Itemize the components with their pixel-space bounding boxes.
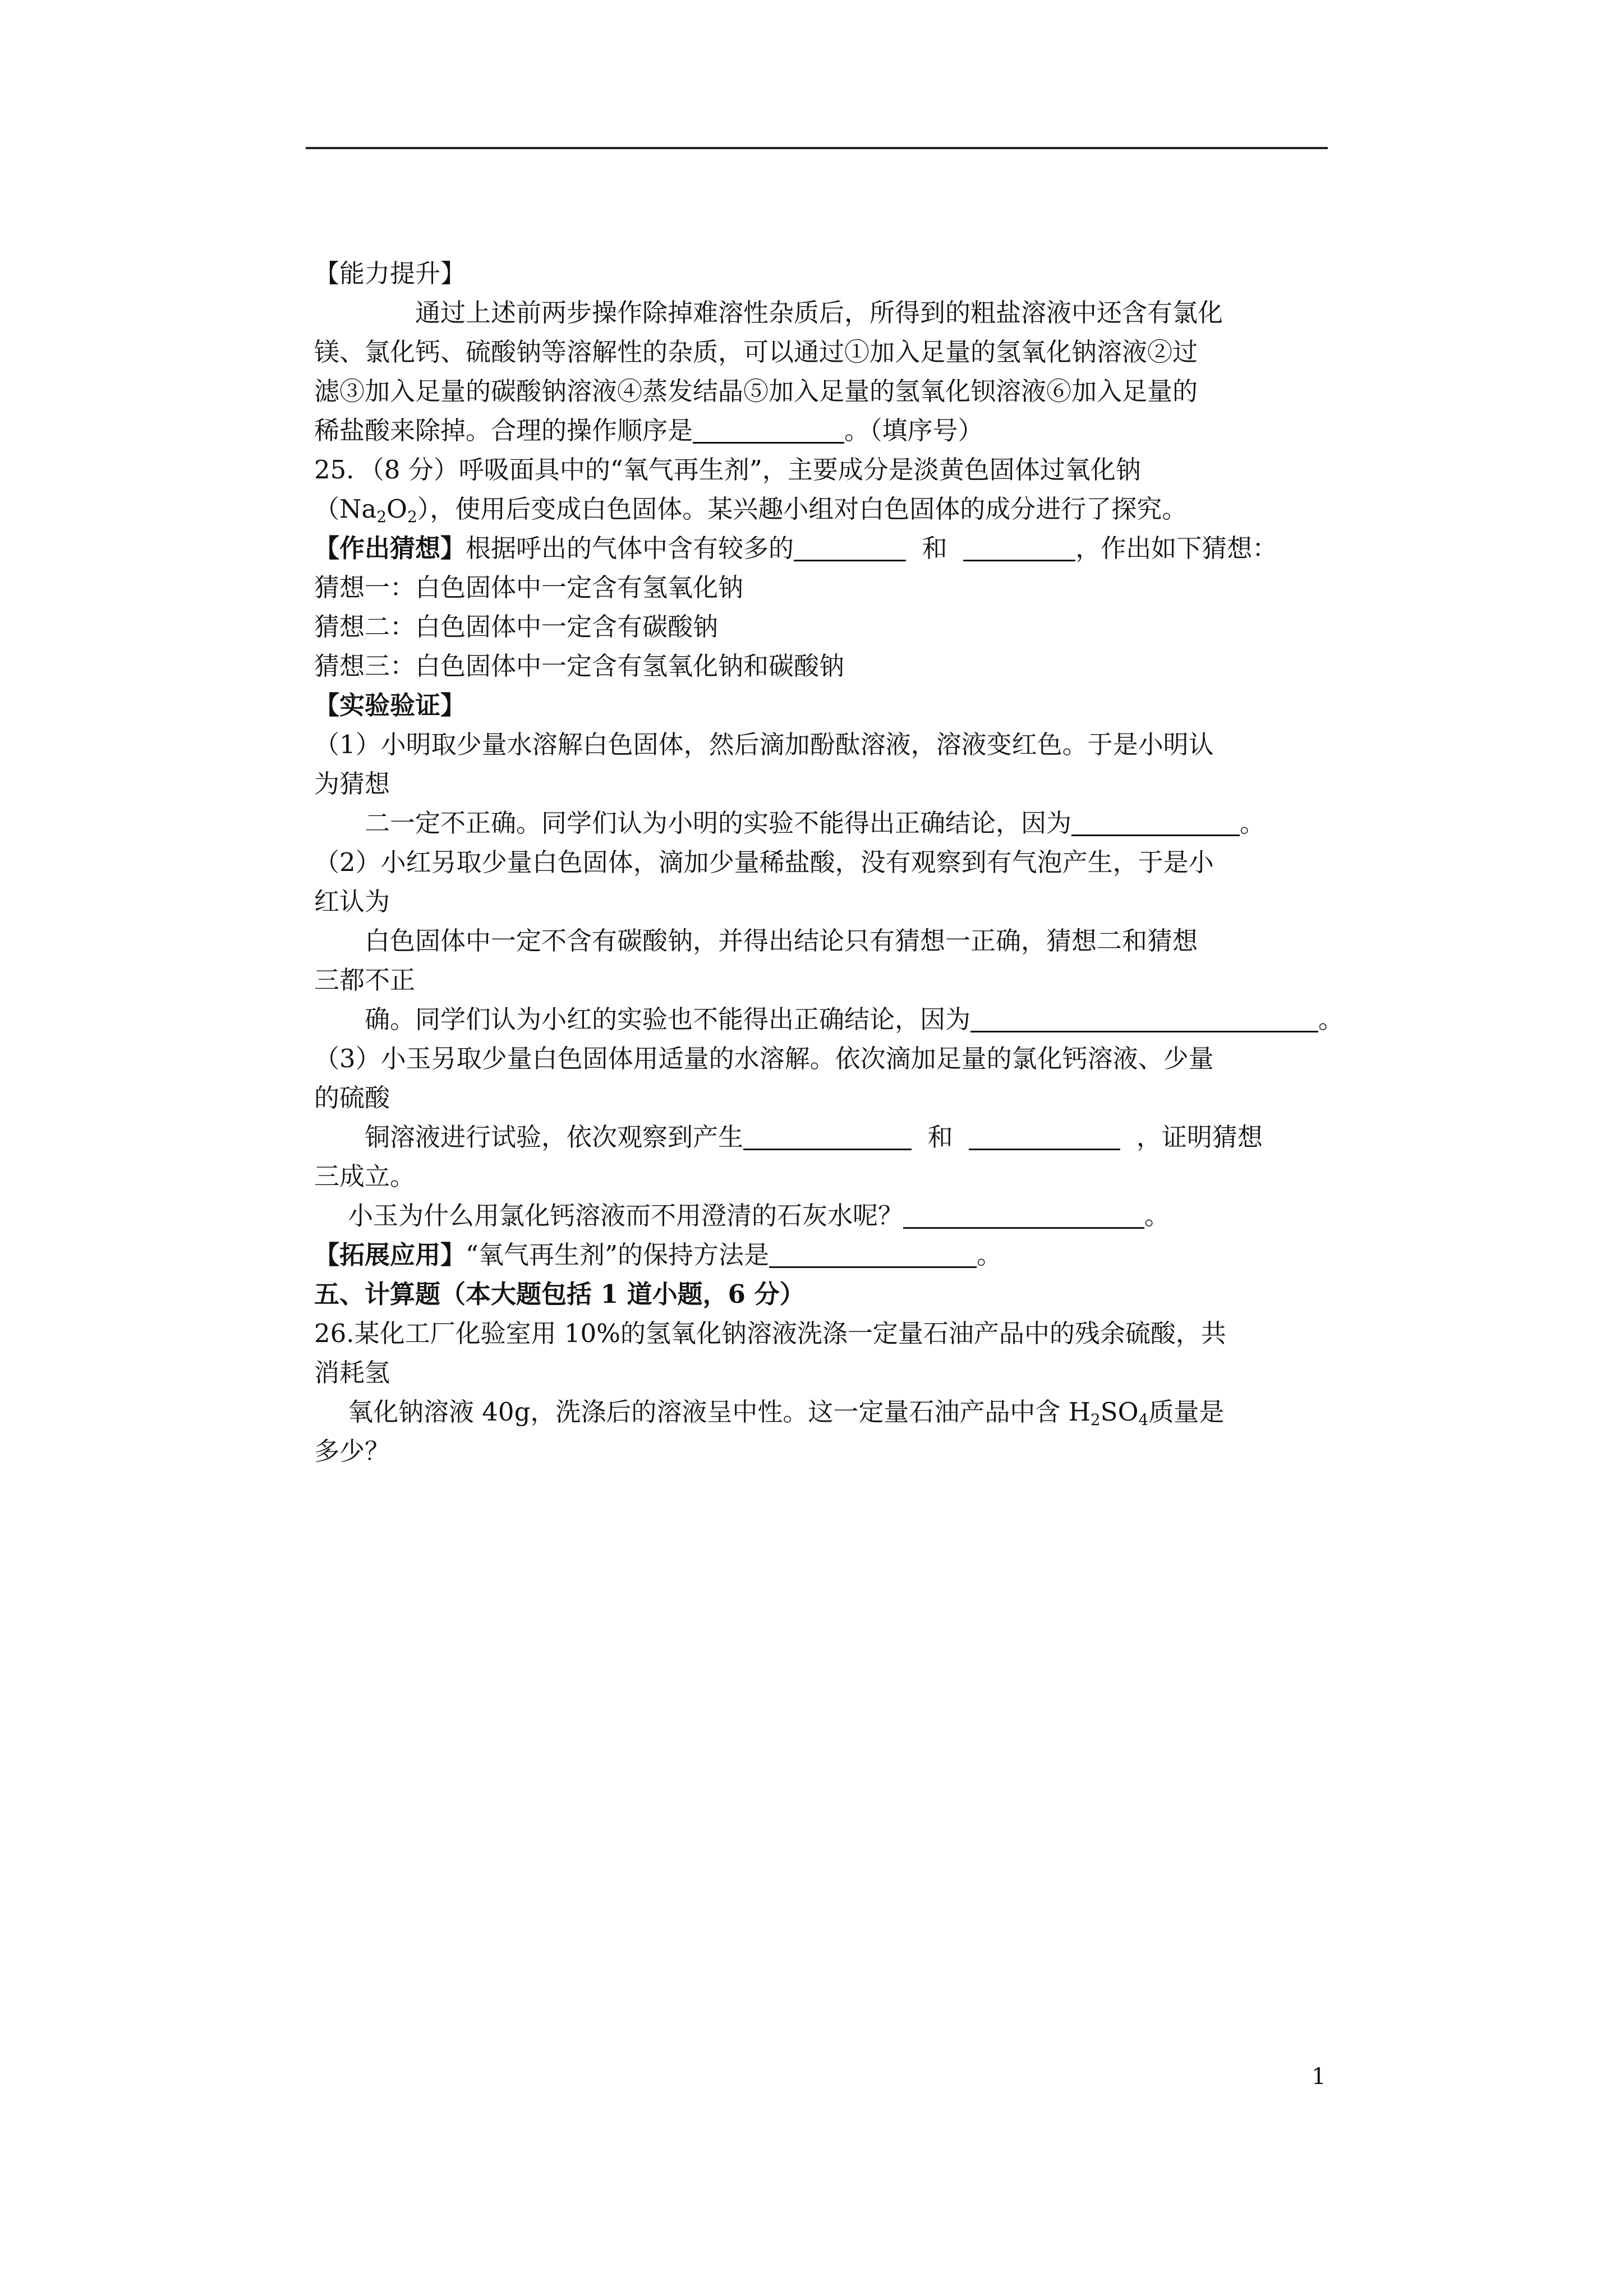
answer-blank-reason-2[interactable]	[970, 1004, 1318, 1032]
verify-3-line-2: 的硫酸	[314, 1083, 390, 1113]
q26-line-4: 多少？	[314, 1436, 390, 1466]
verify-2-line-3: 白色固体中一定不含有碳酸钠，并得出结论只有猜想一正确，猜想二和猜想	[365, 926, 1198, 956]
verify-1-line-3: 二一定不正确。同学们认为小明的实验不能得出正确结论，因为 。	[365, 808, 1266, 838]
verify-2-line-2: 红认为	[314, 887, 390, 916]
header-rule	[306, 147, 1328, 149]
q25-line-2: $(Na_2O_2)$，使用后变成白色固体。某兴趣小组对白色固体的成分进行了探究。	[314, 494, 1188, 526]
ability-line-3: 滤③加入足量的碳酸钠溶液④蒸发结晶⑤加入足量的氢氧化钡溶液⑥加入足量的	[314, 376, 1198, 406]
ability-line-1: 通过上述前两步操作除掉难溶性杂质后，所得到的粗盐溶液中还含有氯化	[415, 298, 1223, 328]
verify-2-line-5: 确。同学们认为小红的实验也不能得出正确结论，因为 。	[365, 1004, 1344, 1034]
verify-2-line-4: 三都不正	[314, 965, 416, 995]
verify-1-line-1: （1）小明取少量水溶解白色固体，然后滴加酚酞溶液，溶液变红色。于是小明认	[314, 730, 1214, 759]
verify-1-line-2: 为猜想	[314, 769, 390, 799]
heading-ability: 【能力提升】	[314, 259, 466, 288]
verify-3-line-1: （3）小玉另取少量白色固体用适量的水溶解。依次滴加足量的氯化钙溶液、少量	[314, 1044, 1214, 1073]
q26-line-1: 26.某化工厂化验室用 10%的氢氧化钠溶液洗涤一定量石油产品中的残余硫酸，共	[314, 1318, 1226, 1348]
answer-blank-observe-2[interactable]	[969, 1122, 1120, 1150]
answer-blank-gas-1[interactable]	[794, 533, 906, 561]
answer-blank-storage[interactable]	[769, 1239, 977, 1268]
ability-line-2: 镁、氯化钙、硫酸钠等溶解性的杂质，可以通过①加入足量的氢氧化钠溶液②过	[314, 337, 1198, 367]
q26-line-3: 氧化钠溶液 40g，洗涤后的溶液呈中性。这一定量石油产品中含 $H_2SO_4$质量是	[348, 1397, 1225, 1429]
guess-1: 猜想一：白色固体中一定含有氢氧化钠	[314, 573, 744, 602]
extension-line: 【拓展应用】“氧气再生剂”的保持方法是 。	[314, 1240, 1002, 1270]
answer-blank-gas-2[interactable]	[963, 533, 1075, 561]
verify-3-line-5: 小玉为什么用氯化钙溶液而不用澄清的石灰水呢？ 。	[348, 1201, 1170, 1230]
heading-verify: 【实验验证】	[314, 690, 466, 720]
page-number: 1	[1312, 2064, 1326, 2090]
answer-blank-reason-1[interactable]	[1071, 808, 1240, 836]
q25-line-1: 25．（8 分）呼吸面具中的“氧气再生剂”，主要成分是淡黄色固体过氧化钠	[314, 455, 1141, 485]
q26-line-2: 消耗氢	[314, 1358, 390, 1387]
guess-3: 猜想三：白色固体中一定含有氢氧化钠和碳酸钠	[314, 651, 845, 681]
verify-3-line-3: 铜溶液进行试验，依次观察到产生 和 ，证明猜想	[365, 1122, 1263, 1152]
guess-2: 猜想二：白色固体中一定含有碳酸钠	[314, 612, 719, 642]
answer-blank-observe-1[interactable]	[743, 1122, 912, 1150]
verify-3-line-4: 三成立。	[314, 1161, 416, 1191]
section-5-heading: 五、计算题（本大题包括 1 道小题，6 分）	[314, 1279, 805, 1309]
answer-blank-why-cacl2[interactable]	[903, 1200, 1144, 1229]
verify-2-line-1: （2）小红另取少量白色固体，滴加少量稀盐酸，没有观察到有气泡产生，于是小	[314, 847, 1214, 877]
ability-line-4: 稀盐酸来除掉。合理的操作顺序是 。（填序号）	[314, 416, 983, 445]
q25-guess-intro: 【作出猜想】根据呼出的气体中含有较多的 和 ，作出如下猜想：	[314, 533, 1278, 563]
answer-blank-order[interactable]	[693, 415, 844, 444]
